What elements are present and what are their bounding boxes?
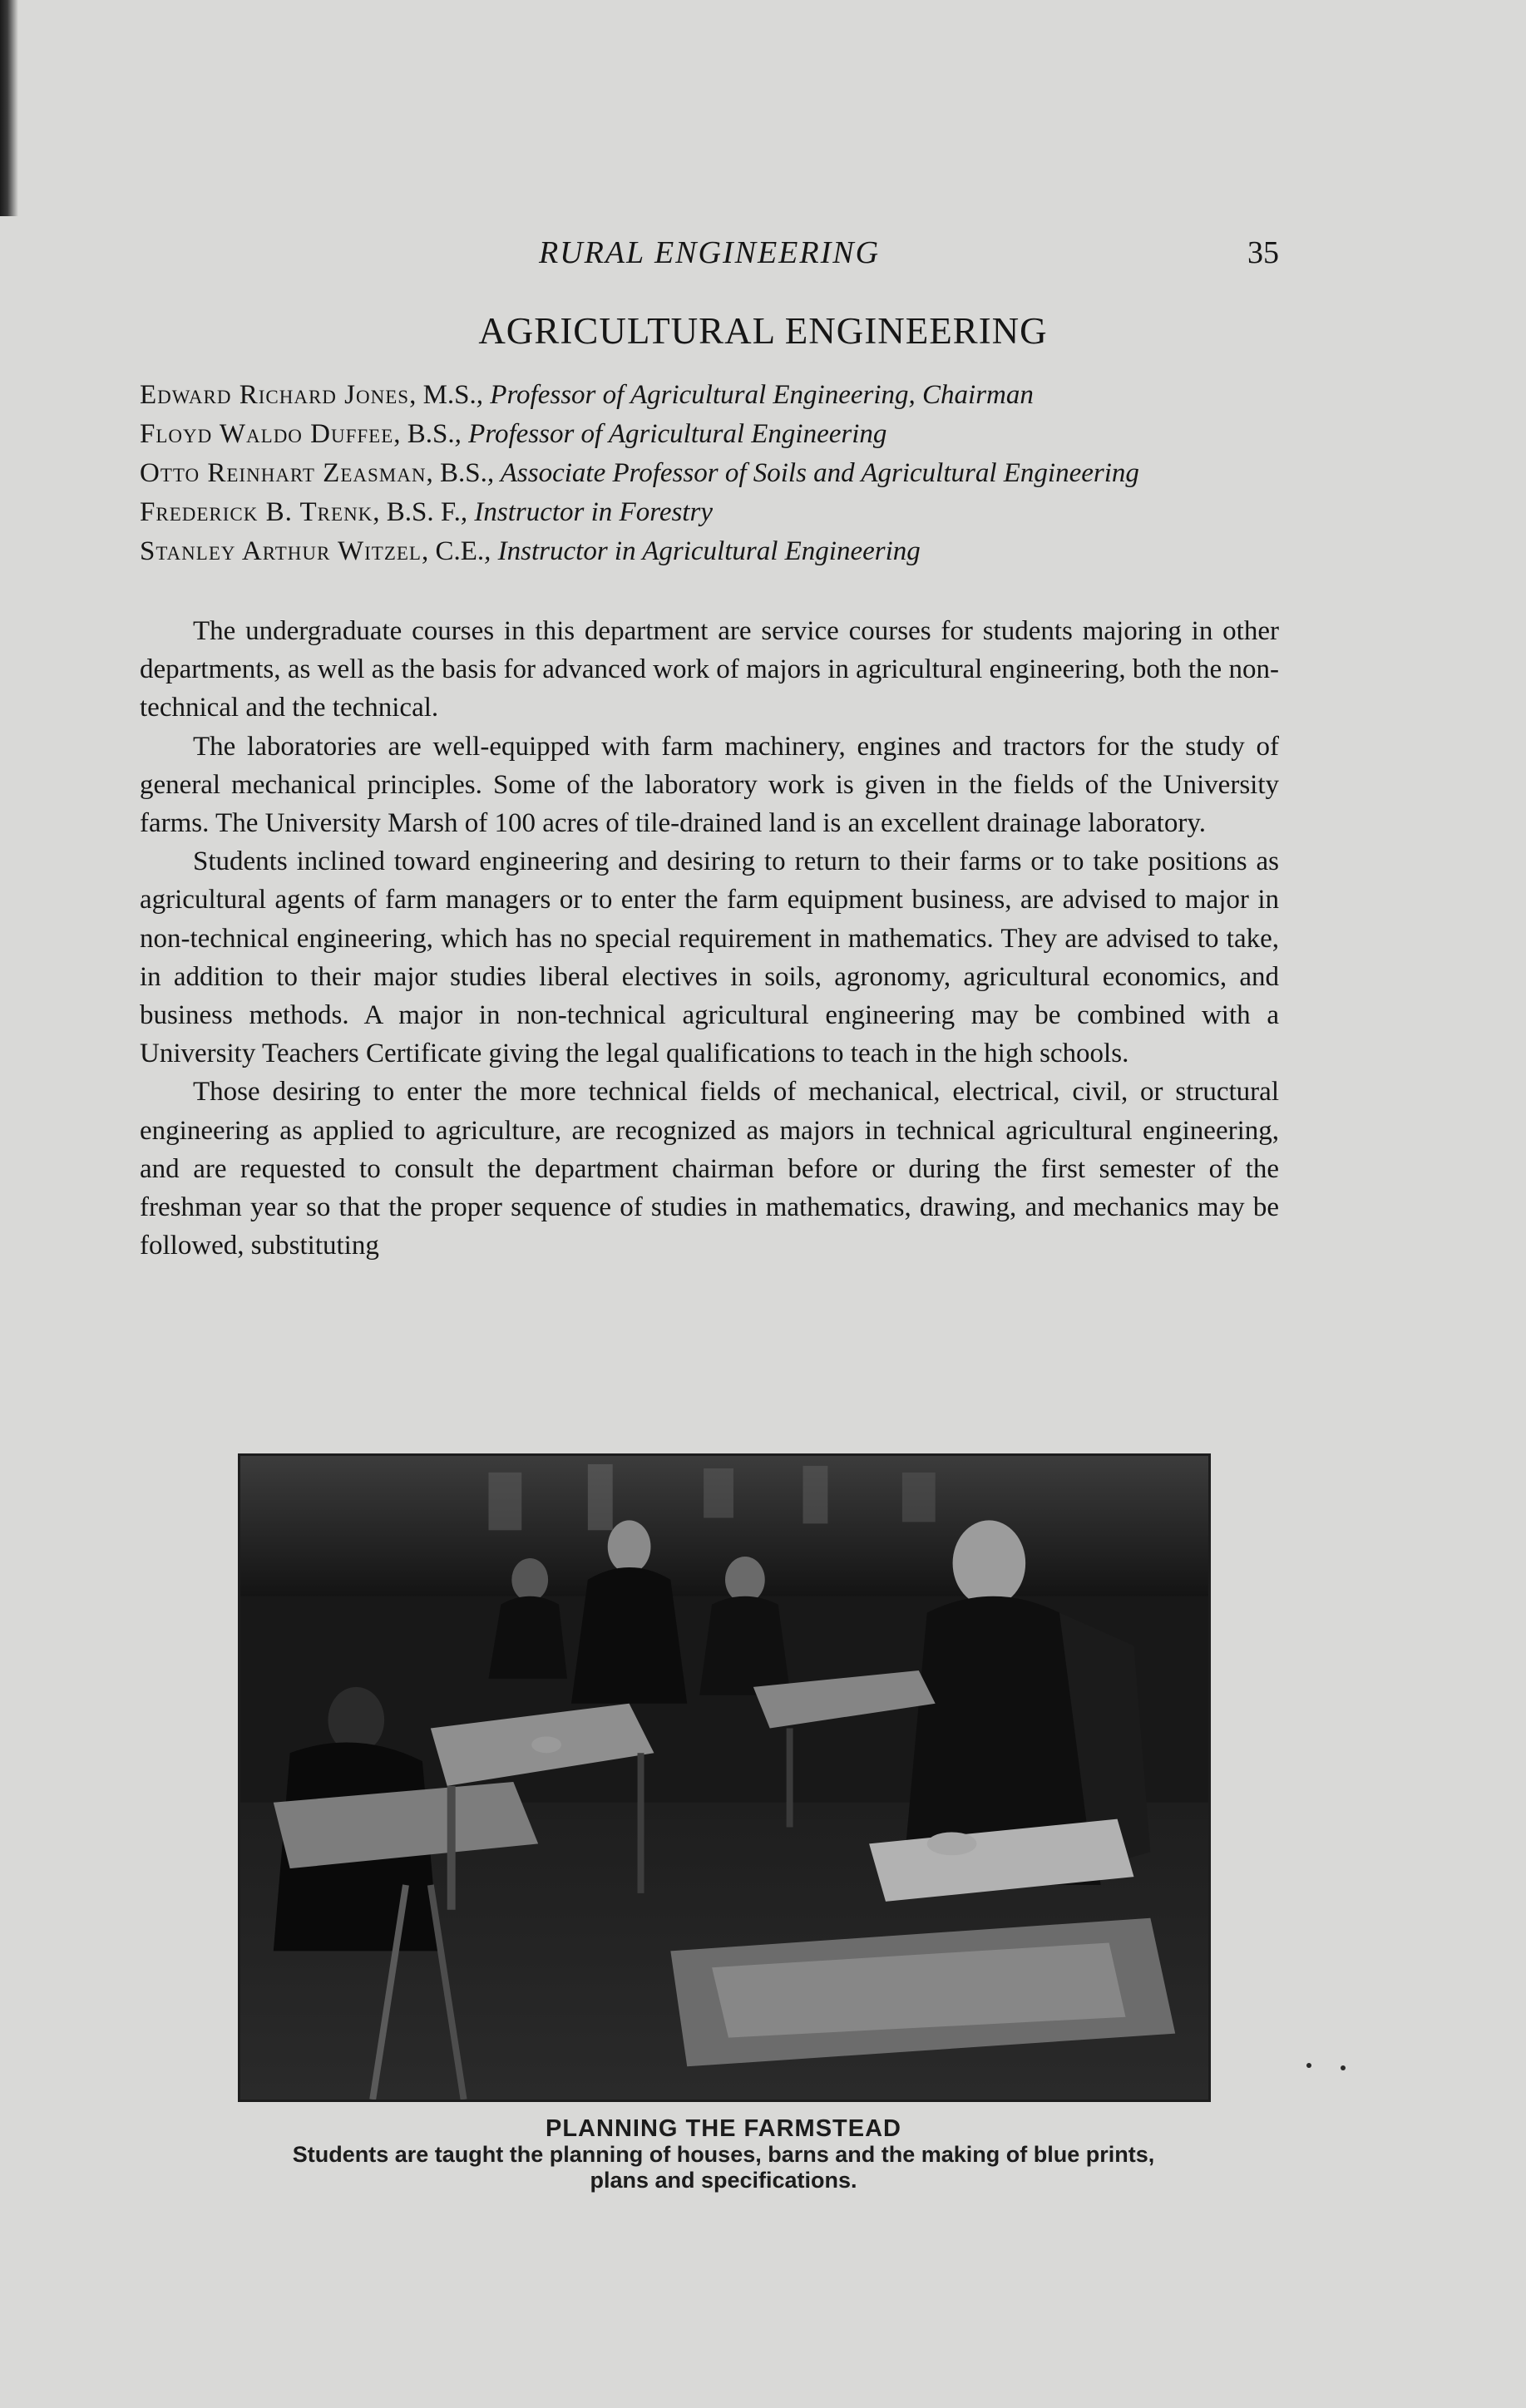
faculty-title: , Associate Professor of Soils and Agricultural Engineering: [486, 458, 1139, 488]
faculty-degree: B.S.: [439, 458, 487, 488]
faculty-entry: Edward Richard Jones, M.S., Professor of Agricultural Engineering, Chairman: [140, 380, 1034, 410]
page-edge-shadow: [0, 0, 18, 216]
faculty-entry: Frederick B. Trenk, B.S. F., Instructor in Forestry: [140, 497, 713, 527]
paragraph: The laboratories are well-equipped with farm machinery, engines and tractors for the study of general mechanical principles. Some of the laboratory work is given in the fields of the University farms. The University Marsh of 100 acres of tile-drained land is an excellent drainage laboratory.: [140, 731, 1279, 839]
faculty-name: Floyd Waldo Duffee: [140, 419, 394, 449]
print-speck: [1306, 2063, 1311, 2068]
faculty-title: , Professor of Agricultural Engineering: [454, 419, 887, 449]
faculty-name: Edward Richard Jones: [140, 380, 410, 410]
page-number: 35: [1247, 235, 1279, 270]
faculty-title: , Instructor in Forestry: [460, 497, 713, 527]
faculty-name: Otto Reinhart Zeasman: [140, 458, 427, 488]
figure-caption: [266, 2116, 1181, 2193]
running-head: [140, 234, 1279, 276]
faculty-degree: B.S. F.: [386, 497, 461, 527]
classroom-photo-illustration: [240, 1456, 1208, 2100]
faculty-entry: Otto Reinhart Zeasman, B.S., Associate Professor of Soils and Agricultural Engineering: [140, 458, 1139, 488]
faculty-degree: B.S.: [407, 419, 455, 449]
faculty-degree: C.E.: [435, 536, 485, 566]
faculty-name: Frederick B. Trenk: [140, 497, 373, 527]
paragraph: The undergraduate courses in this department are service courses for students majoring in other departments, as well as the basis for advanced work of majors in agricultural engineering, both the non-technical and the technical.: [140, 616, 1279, 723]
running-title: RURAL ENGINEERING: [538, 235, 881, 270]
faculty-title: , Instructor in Agricultural Engineering: [484, 536, 921, 566]
print-speck: [1341, 2065, 1346, 2070]
caption-title: PLANNING THE FARMSTEAD: [546, 2115, 901, 2142]
caption-text: Students are taught the planning of houses, barns and the making of blue prints, plans and specifications.: [292, 2142, 1155, 2193]
faculty-name: Stanley Arthur Witzel: [140, 536, 422, 566]
body-text: [140, 612, 1279, 1265]
paragraph: Those desiring to enter the more technical fields of mechanical, electrical, civil, or structural engineering as applied to agriculture, are recognized as majors in technical agricultural engineering, and are requested to consult the department chairman before or during the first semester of the freshman year so that the proper sequence of studies in mathematics, drawing, and mechanics may be followed, substituting: [140, 1077, 1279, 1261]
faculty-title: , Professor of Agricultural Engineering, Chairman: [476, 380, 1034, 410]
section-title: AGRICULTURAL ENGINEERING: [478, 310, 1048, 352]
faculty-list: [140, 376, 1279, 571]
faculty-degree: M.S.: [422, 380, 477, 410]
paragraph: Students inclined toward engineering and desiring to return to their farms or to take positions as agricultural agents of farm managers or to enter the farm equipment business, are advised to major in non-technical engineering, which has no special requirement in mathematics. They are advised to take, in addition to their major studies liberal electives in soils, agronomy, agricultural economics, and business methods. A major in non-technical agricultural engineering may be combined with a University Teachers Certificate giving the legal qualifications to teach in the high schools.: [140, 846, 1279, 1069]
faculty-entry: Floyd Waldo Duffee, B.S., Professor of Agricultural Engineering: [140, 419, 887, 449]
classroom-photo: [238, 1453, 1211, 2102]
faculty-entry: Stanley Arthur Witzel, C.E., Instructor in Agricultural Engineering: [140, 536, 921, 566]
